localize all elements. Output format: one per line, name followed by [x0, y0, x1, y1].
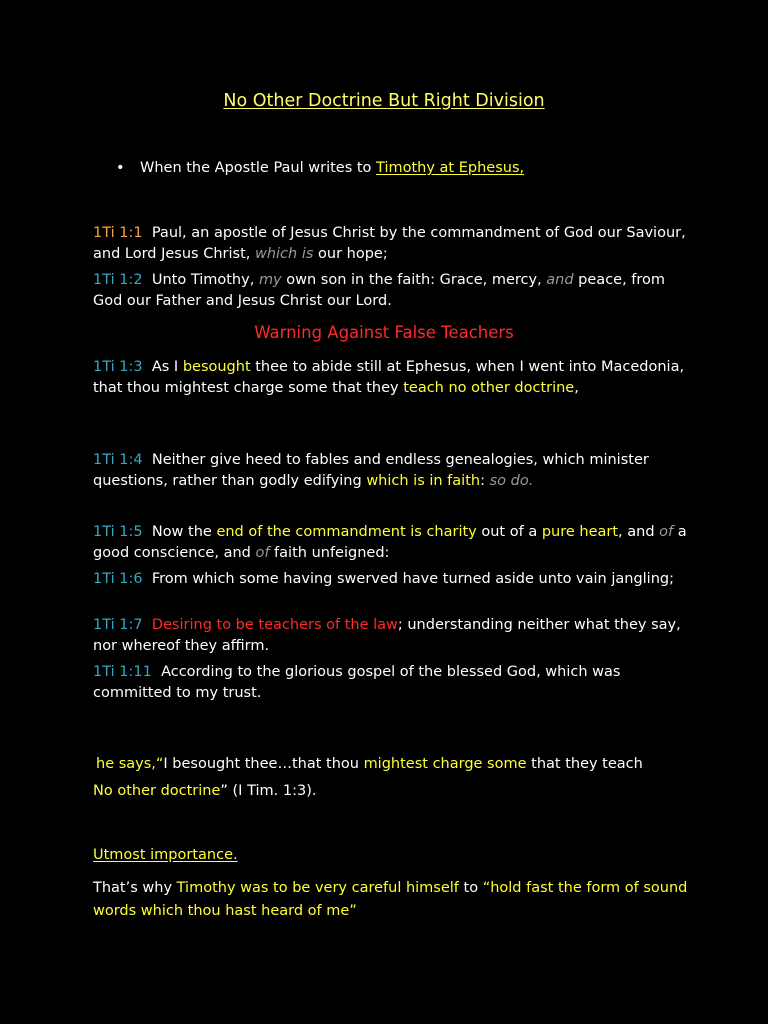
verse-text: own son in the faith: Grace, mercy, [281, 272, 547, 288]
verse-italic: so do. [489, 473, 534, 489]
verse-ref: 1Ti 1:11 [93, 664, 152, 680]
verse-text: Now the [151, 524, 217, 540]
verse-ref: 1Ti 1:2 [93, 272, 143, 288]
verse-highlight: pure heart [541, 524, 619, 540]
verse-text: From which some having swerved have turned aside unto vain jangling; [151, 571, 674, 587]
verse-text: Neither give heed to fables and endless genealogies, which minister questions, rather than godly edifying [93, 452, 649, 489]
verse-highlight: teach no other doctrine [403, 380, 575, 396]
verse-text: , [574, 380, 579, 396]
verse-text: thee to abide still at Ephesus, when I went into Macedonia, that thou mightest charge some that they [93, 359, 685, 396]
importance-heading: Utmost importance. [93, 847, 238, 863]
verse-warning: Desiring to be teachers of the law [151, 617, 398, 633]
verse-ref: 1Ti 1:3 [93, 359, 143, 375]
verse-italic: which is [254, 246, 314, 262]
verse-text: ; understanding neither what they say, nor whereof they affirm. [93, 617, 681, 654]
verse-1-3 [93, 357, 693, 399]
verse-1-6 [93, 569, 693, 590]
verse-ref: 1Ti 1:7 [93, 617, 143, 633]
bullet-highlight: Timothy at Ephesus, [376, 160, 525, 176]
verse-italic: of [659, 524, 674, 540]
verse-text: : [480, 473, 490, 489]
verse-ref: 1Ti 1:6 [93, 571, 143, 587]
verse-ref: 1Ti 1:1 [93, 225, 143, 241]
verse-1-5 [93, 522, 693, 564]
verse-highlight: which is in faith [366, 473, 481, 489]
verse-text: Unto Timothy, [151, 272, 259, 288]
verse-1-11 [93, 662, 693, 704]
verse-ref: 1Ti 1:4 [93, 452, 143, 468]
verse-text: As I [151, 359, 183, 375]
verse-italic: of [255, 545, 270, 561]
verse-1-2 [93, 270, 693, 312]
verse-text: faith unfeigned: [269, 545, 390, 561]
verse-text: out of a [476, 524, 542, 540]
verse-ref: 1Ti 1:5 [93, 524, 143, 540]
quote-text: ” (I Tim. 1:3). [220, 783, 317, 799]
quote-highlight: he says,“ [96, 756, 164, 772]
verse-text: Paul, an apostle of Jesus Christ by the commandment of God our Saviour, and Lord Jesus Christ, [93, 225, 686, 262]
importance-text: to [458, 880, 483, 896]
quote-highlight: No other doctrine [93, 783, 221, 799]
importance-paragraph [93, 877, 693, 923]
verse-1-7 [93, 615, 693, 657]
verse-italic: my [258, 272, 282, 288]
bullet-dot: • [116, 160, 125, 176]
verse-1-4 [93, 450, 693, 492]
importance-highlight: “hold fast the form of sound words which thou hast heard of me” [93, 880, 688, 919]
verse-text: peace, from God our Father and Jesus Christ our Lord. [93, 272, 666, 309]
verse-text: , and [618, 524, 660, 540]
verse-highlight: besought [182, 359, 251, 375]
verse-text: a good conscience, and [93, 524, 687, 561]
quote-highlight: mightest charge some [363, 756, 527, 772]
verse-text: our hope; [313, 246, 388, 262]
verse-highlight: end of the commandment is charity [216, 524, 477, 540]
importance-text: That’s why [93, 880, 177, 896]
quote-paragraph-line2 [93, 781, 693, 802]
section-heading: Warning Against False Teachers [254, 323, 514, 342]
importance-highlight: Timothy was to be very careful himself [176, 880, 459, 896]
page-title: No Other Doctrine But Right Division [223, 91, 545, 111]
verse-text: According to the glorious gospel of the blessed God, which was committed to my trust. [93, 664, 621, 701]
quote-paragraph [96, 748, 696, 781]
bullet-text: When the Apostle Paul writes to [140, 160, 377, 176]
quote-text: that they teach [526, 756, 643, 772]
quote-text: I besought thee…that thou [163, 756, 364, 772]
bullet-intro [116, 160, 524, 176]
verse-italic: and [546, 272, 574, 288]
verse-1-1 [93, 223, 693, 265]
